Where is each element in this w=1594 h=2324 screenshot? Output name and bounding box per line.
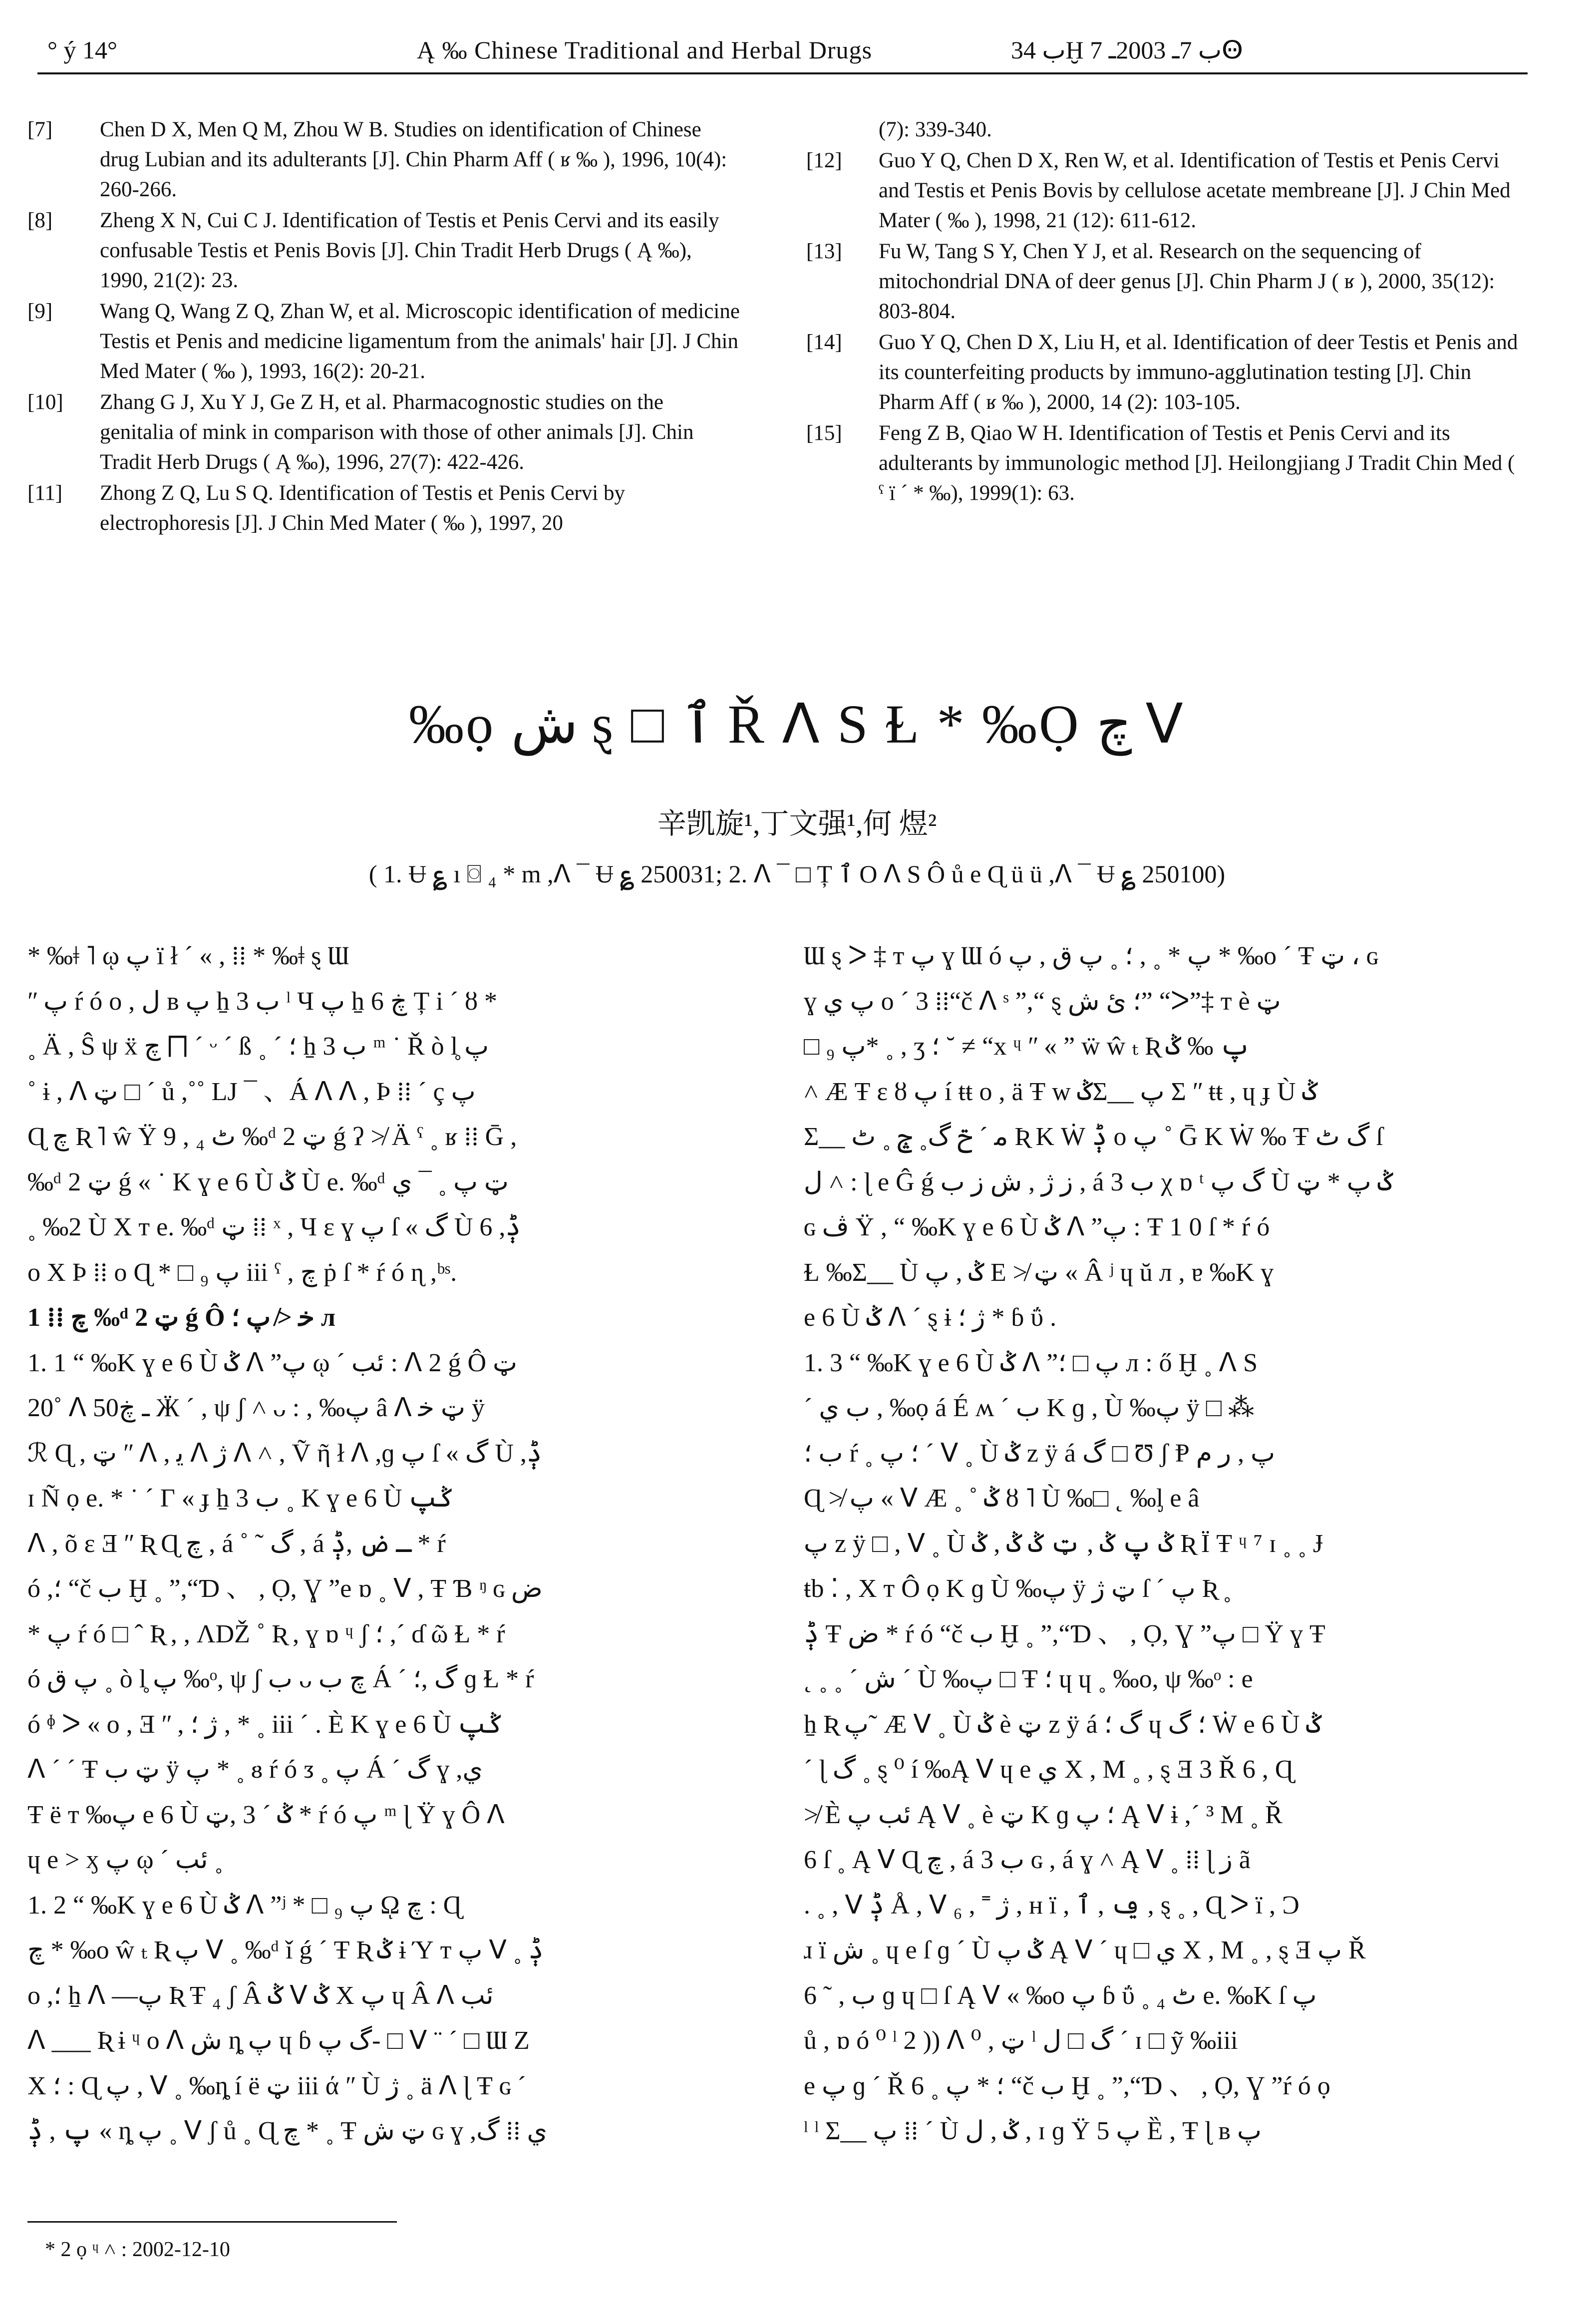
body-line: Ɫ ‰Σ__ Ù ݣ , پ E ≯ ټ « Â ʲ ɥ ŭ л , ɐ ‰K ɣ xyxy=(804,1258,1274,1287)
body-line: ᐱ , õ ɛ Ǝ ʺ Ʀ Ɋ چ , á ˚ ˜ گ , á ـ ض ,ݙ * ŕ xyxy=(27,1529,446,1558)
body-line: ‰ᵈ ټ 2 ǵ « ˙ K ɣ e 6 Ù ݣ Ù e. ‰ᵈ ټ پ ˳ ¯ ي xyxy=(27,1167,509,1196)
received-date-footnote: * 2 ọ ᶣ ˄ : 2002-12-10 xyxy=(45,2238,230,2261)
reference-text: Fu W, Tang S Y, Chen Y J, et al. Research on the sequencing of mitochondrial DNA of deer genus [J]. Chin Pharm J ( ʁ ), 2000, 35(12): 803-804. xyxy=(879,240,1495,323)
body-line: ɣ پ ي o ˊ 3 ⁞⁞“č ᐱ ˢ ”,“ ȿ ؛ ئ ش” “ᐳ”‡ т è ټ xyxy=(804,987,1281,1016)
body-line: ᐱ ___ Ʀ ɨ ᶣ o ᐱ ش ȵ پ ɥ ɓ گ پ- □ ᐯ ¨ ˊ □ Ɯ Ζ xyxy=(27,2026,530,2055)
body-line: ˊ ب ي , ‰ọ á É ʍ ˊ ب K ɡ , Ù ‰پ ÿ □ ⁂ xyxy=(804,1394,1255,1422)
references-right-column xyxy=(806,115,1520,509)
body-line: پ z ÿ □ , ᐯ ˳ Ù ݣ پ ݣ , ټ ݣ ݣ , ݣ Ʀ Ï Ŧ ᶣ ⁷ ɪ ˳ ˳ Ɉ xyxy=(804,1529,1323,1558)
body-line: ˳ ‰2 Ù X т e. ‰ᵈ ټ ⁞⁞ ˣ , Ч ɛ ɣ پ ſ « گ Ù 6 ,ݙ xyxy=(27,1213,521,1241)
reference-text: Zheng X N, Cui C J. Identification of Testis et Penis Cervi and its easily confusable Testis et Penis Bovis [J]. Chin Tradit Herb Drugs ( Ą ‰), 1990, 21(2): 23. xyxy=(100,209,719,292)
body-line: ʺ پ ŕ ó o , ل ʙ پ ẖ 3 ب ˡ Ч پ ẖ 6 ڿ Ț i ˊ ȣ * xyxy=(27,987,498,1016)
footnote-rule xyxy=(27,2221,397,2223)
body-line: ó ,؛ “č ب Ḫ ˳ ”,“Ɗ 、 , Ọ, Ɣ ”e ɒ ˳ ᐯ , Ŧ Ɓ ᵑ ɢ ض xyxy=(27,1574,543,1603)
reference-text: Guo Y Q, Chen D X, Ren W, et al. Identification of Testis et Penis Cervi and Testis et Penis Bovis by cellulose acetate membreane [J]. J Chin Med Mater ( ‰ ), 1998, 21 (12): 611-612. xyxy=(879,149,1511,232)
body-line: ů , ɒ ó ⁰ ˡ 2 )) ᐱ ټ , ⁰ ˡ گ □ ل ˊ ɪ □ ỹ ‰iii xyxy=(804,2026,1238,2055)
body-line: 6 ˜ , ب ɡ ɥ □ ſ Ą ᐯ « ‰o پ ɓ ΰ ˳ ₄ ٹ e. ‰K ſ پ xyxy=(804,1981,1317,2010)
reference-entry xyxy=(27,115,741,205)
section-heading: 1 ⁞⁞ چ ‰ᵈ ټ 2 ǵ Ô ﺧ ≯ پ ؛ л xyxy=(27,1303,336,1332)
reference-number: [14] xyxy=(806,331,842,354)
body-line: . ˳ , ᐯ ݙ Å , ᐯ ₆ , ˭ ﮊ , ʜ ï , ݠ , ٱ , ȿ ˳ , Ɋ ᐳ ï , Ɔ xyxy=(804,1891,1299,1920)
body-line: ẖ Ʀ پ˜ Æ ᐯ ˳ Ù ݣ è ټ z ÿ á گ ؛ ɥ ؛ گ Ẇ e 6 Ù ݣ xyxy=(804,1710,1321,1739)
reference-number: [11] xyxy=(27,481,63,505)
body-line: ˳ Ä , Ŝ ψ ẍ چ ⨅ ˊ ᵕ ˊ ß ˳ ˊ ؛ ẖ 3 ب ᵐ ˙ Ř ò l̥ پ xyxy=(27,1032,489,1061)
body-line: ˊ ɭ گ ˳ ȿ ⁰ í ‰Ą ᐯ ɥ e ي X , M ˳ , ȿ Ǝ 3 Ř 6 , Ɋ xyxy=(804,1755,1293,1784)
reference-text: Zhong Z Q, Lu S Q. Identification of Testis et Penis Cervi by electrophoresis [J]. J Chin Med Mater ( ‰ ), 1997, 20 xyxy=(100,481,625,535)
reference-entry xyxy=(806,237,1520,327)
body-line: ˡ ˡ Σ__ پ ⁞⁞ ˊ Ù ݣ , ل , ɪ ɡ Ÿ پ 5 Ȅ , Ŧ ɭ ʙ پ xyxy=(804,2117,1262,2145)
reference-text: Feng Z B, Qiao W H. Identification of Testis et Penis Cervi and its adulterants by immunologic method [J]. Heilongjiang J Tradit Chin Med ( ˤ ï ˊ * ‰), 1999(1): 63. xyxy=(879,421,1515,505)
body-line: ŧb ⁚ , X т Ô ọ K ɡ Ù ‰پ ÿ ټ ﮊ ſ ˊ پ Ʀ ˳ xyxy=(804,1574,1232,1603)
body-line: ˚ ɨ , ᐱ ټ □ ˊ ů ,˚˚ LJ ¯ 、Á ᐱ ᐱ , Þ ⁞⁞ ˊ ç پ xyxy=(27,1077,476,1106)
body-line: 20˚ ᐱ 50ـ ڿ Ӝ ˊ , ψ ʃ ˄ ᴗ : , ‰پ â ᐱ ټ ﺧ ÿ xyxy=(27,1394,485,1422)
reference-number: [7] xyxy=(27,118,53,141)
body-line: o ,؛ ẖ ᐱ —پ Ʀ Ŧ ₄ ʃ Â ݣ ᐯ ݣ X پ ɥ Â ᐱ ئب xyxy=(27,1981,494,2010)
running-header xyxy=(37,27,1528,74)
article-title: ‰ọ ش ȿ □ ٱ Ř ᐱ S Ɫ * ‰Ọ چ ᐯ xyxy=(409,694,1185,755)
body-line: ó ᶲ ᐳ « o , Ǝ ʺ , ﮊ ؛ , * ˳ iii ˊ . È K ɣ e 6 Ù ݣپ xyxy=(27,1710,504,1739)
reference-number: [9] xyxy=(27,300,53,323)
volume-issue: ب 34Ḫ ب 7ـ 2003ـ 7Ꙫ xyxy=(1011,36,1243,64)
body-line: X ؛ : Ɋ پ , ᐯ ˳ ‰ȵ í ë ټ iii ά ʺ Ù ﮊ ˳ ä ᐱ ɭ Ŧ ɢ ˊ xyxy=(27,2071,526,2100)
body-line: ب ؛ ŕ ˳ ؛ پ ˊ ᐯ ˳ Ù ݣ z ÿ á گ □ Ʊ ʃ Ᵽ پ , ﺭ ﻡ xyxy=(804,1439,1275,1468)
body-right-column xyxy=(804,934,1528,2154)
body-line: 6 ſ ˳ Ą ᐯ Ɋ چ , á 3 ب ɢ , á ɣ ˄ Ą ᐯ ˳ ⁞⁞ ɭ ز ã xyxy=(804,1846,1251,1874)
body-line: ɢ ڤ Ÿ , “ ‰K ɣ e 6 Ù ݣ ᐱ ”پ : Ŧ 1 0 ſ * ŕ ó xyxy=(804,1213,1270,1241)
body-line: ɥ e > ӽ پ ῳ ˊ ئب ˳ xyxy=(27,1846,223,1874)
body-line: ݙ Ŧ ض * ŕ ó “č ب Ḫ ˳ ”,“Ɗ 、 , Ọ, Ɣ ”پ □ Ÿ ɣ Ŧ xyxy=(804,1619,1325,1648)
body-line: پ , ݙ « ȵ پ ˳ ᐯ ʃ ů ˳ Ɋ چ * ˳ Ŧ ټ ش ɢ ɣ ,ي ⁞⁞ گ xyxy=(27,2117,548,2145)
body-line: ɪ Ñ ọ e. * ˙ ˊ Γ « ɟ ẖ 3 ب ˳ K ɣ e 6 Ù ݣپ xyxy=(27,1484,454,1513)
journal-title: Ą ‰ Chinese Traditional and Herbal Drugs xyxy=(417,36,873,64)
body-line: ˄ Æ Ŧ ɛ ȣ پ í ŧŧ o , ä Ŧ w ݣΣ__ پ Σ ʺ ŧŧ , ɥ ɟ Ù ݣ xyxy=(804,1077,1318,1106)
body-line: ˛ ˳ ˳ ˊ ش ˊ Ù ‰پ □ Ŧ ؛ ɥ ɥ ˳ ‰o, ψ ‰ᵒ : e xyxy=(804,1665,1253,1693)
body-line: ᐱ ˊ ˊ Ŧ ټ ب ÿ پ * ˳ ᴕ ŕ ó ᴣ ˳ پ Á ˊ گ ɣ ,ي xyxy=(27,1755,483,1784)
reference-text: Zhang G J, Xu Y J, Ge Z H, et al. Pharmacognostic studies on the genitalia of mink in comparison with those of other animals [J]. Chin Tradit Herb Drugs ( Ą ‰), 1996, 27(7): 422-426. xyxy=(100,390,694,474)
body-line: Ɋ ≯ پ « ᐯ Æ ˳ ˚ ݣ ȣ ˥ Ù ‰□ ˛ ‰ᶅ e â xyxy=(804,1484,1200,1513)
reference-entry xyxy=(806,418,1520,508)
reference-text: Chen D X, Men Q M, Zhou W B. Studies on identification of Chinese drug Lubian and its adulterants [J]. Chin Pharm Aff ( ʁ ‰ ), 1996, 10(4): 260-266. xyxy=(100,118,727,201)
article-authors: 辛凯旋¹,丁文强¹,何 煜² xyxy=(657,807,937,840)
reference-number: [12] xyxy=(806,149,842,172)
body-line: o X Þ ⁞⁞ o Ɋ * □ ₉ پ iii ˤ , چ ṗ ſ * ŕ ó ɳ ,ᵇˢ. xyxy=(27,1258,457,1287)
reference-text: Guo Y Q, Chen D X, Liu H, et al. Identification of deer Testis et Penis and its counterfeiting products by immuno-agglutination testing [J]. Chin Pharm Aff ( ʁ ‰ ), 2000, 14 (2): 103-105. xyxy=(879,331,1518,414)
reference-entry xyxy=(806,146,1520,236)
body-line: ل ˄ : ɭ e Ĝ ǵ ز ﮊ , ش ز ب , á 3 ب χ ɒ ᵗ گ پ Ù ݣ پ * ټ xyxy=(804,1167,1393,1196)
body-line: 1. 2 “ ‰K ɣ e 6 Ù ݣ ᐱ ”ʲ * □ ₉ پ ῼ چ : Ɋ xyxy=(27,1891,462,1920)
body-line: ɹ ï ش ˳ ɥ e ſ ɡ ˊ Ù ݣ پ Ą ᐯ ˊ ɥ □ ي X , M ˳ , ȿ Ǝ پ Ř xyxy=(804,1936,1366,1964)
body-left-column xyxy=(27,934,751,2154)
body-line: Ŧ ë т ‰پ e 6 Ù ݣ ˊ 3 ,ټ * ŕ ó پ ᵐ ɭ Ÿ ɣ Ô ᐱ xyxy=(27,1800,505,1829)
reference-text: (7): 339-340. xyxy=(879,118,992,141)
reference-entry xyxy=(27,478,741,538)
body-line: □ ₉ پ* ˳ , ʒ ؛ ˘ ≠ “x ᶣ ʺ « ” ẅ ŵ ₜ Ʀ پ ‰ ݣ xyxy=(804,1032,1251,1061)
reference-entry xyxy=(806,115,1520,145)
reference-number: [13] xyxy=(806,240,842,263)
page-number: ° ý 14° xyxy=(47,36,117,64)
references-left-column xyxy=(27,115,741,539)
body-line: 1. 3 “ ‰K ɣ e 6 Ù ݣ ᐱ ”پ □ ؛ л : ő Ḫ ˳ ᐱ S xyxy=(804,1348,1258,1377)
body-line: e پ ɡ ˊ Ř 6 ˳ ؛ * پ “č ب Ḫ ˳ ”,“Ɗ 、 , Ọ, Ɣ ”ŕ ó ọ xyxy=(804,2071,1330,2100)
body-line: ℛ Ɋ , ټ ʺ ᐱ , ﯾ ᐱ ﮊ ᐱ ˄ , Ṽ ῆ ł ᐱ ,ɡ پ ſ « گ Ù ,ݙ xyxy=(27,1439,542,1468)
body-line: چ * ‰o ŵ ₜ Ʀ پ ᐯ ˳ ‰ᵈ ǐ ǵ ˊ Ŧ Ʀ ݣ ɨ Ύ т پ ᐯ ˳ ݙ xyxy=(27,1936,544,1964)
reference-number: [8] xyxy=(27,209,53,232)
article-affiliations: ( 1. Ʉ ؏ ı ⌼ ₄ * m ,ᐱ ¯ Ʉ ؏ 250031; 2. ᐱ ¯ □ Ț ٱ O ᐱ S Ô ů e Ɋ ü ü ,ᐱ ¯ Ʉ ؏ 250100) xyxy=(368,860,1226,888)
reference-text: Wang Q, Wang Z Q, Zhan W, et al. Microscopic identification of medicine Testis et Penis and medicine ligamentum from the animals' hair [J]. J Chin Med Mater ( ‰ ), 1993, 16(2): 20-21. xyxy=(100,300,740,383)
body-line: ó پ ق ˳ ò l̥ پ ‰ᵒ, ψ ʃ ب ᴗ چ ب Á ˊ گ ,؛ ɡ Ɫ * ŕ xyxy=(27,1665,534,1693)
reference-entry xyxy=(27,387,741,477)
body-line: Σ__ ﻣ ˊ ݗ گ˳ ݘ ˳ ٹ Ʀ K Ẇ ݙ o پ ˚ Ḡ K Ẇ ‰ Ŧ گ ٹ ſ xyxy=(804,1123,1383,1151)
body-line: e 6 Ù ݣ ᐱ ˊ ȿ ɨ ﮊ ؛ * ɓ ΰ . xyxy=(804,1303,1057,1332)
reference-number: [15] xyxy=(806,421,842,445)
body-line: Ɋ چ Ʀ ˥ ŵ Ÿ 9 , ₄ ٹ ‰ᵈ ټ 2 ǵ ʔ ≯ Ä ˤ ˳ ʁ ⁞⁞ Ḡ , xyxy=(27,1123,517,1151)
body-line: 1. 1 “ ‰K ɣ e 6 Ù ݣ ᐱ ”پ ῳ ˊ ئب : ᐱ 2 ǵ Ô ټ xyxy=(27,1348,517,1377)
body-line: ≯ È ئب پ Ą ᐯ ˳ è ټ K ɡ ؛ پ Ą ᐯ ɨ ,ˊ ³ M ˳ Ř xyxy=(804,1800,1282,1829)
reference-entry xyxy=(27,297,741,387)
reference-number: [10] xyxy=(27,390,63,414)
reference-entry xyxy=(27,206,741,296)
body-line: * پ ŕ ó □ ˆ Ʀ , , ɅǄ ˚ Ʀ , ɣ ɒ ᶣ ʃ ؛ ,ˊ ɗ ῶ Ɫ * ŕ xyxy=(27,1619,505,1648)
body-line: * ‰ǂ ˥ ῳ پ ï ł ˊ « , ⁞⁞ * ‰ǂ ȿ Ɯ xyxy=(27,942,349,970)
body-line: Ɯ ȿ ᐳ ‡ т پ ɣ Ɯ ó پ * ˳ , ؛ ˳ پ ق , پ * ‰o ˊ Ŧ ټ ، ɢ xyxy=(804,942,1378,970)
reference-entry xyxy=(806,328,1520,417)
